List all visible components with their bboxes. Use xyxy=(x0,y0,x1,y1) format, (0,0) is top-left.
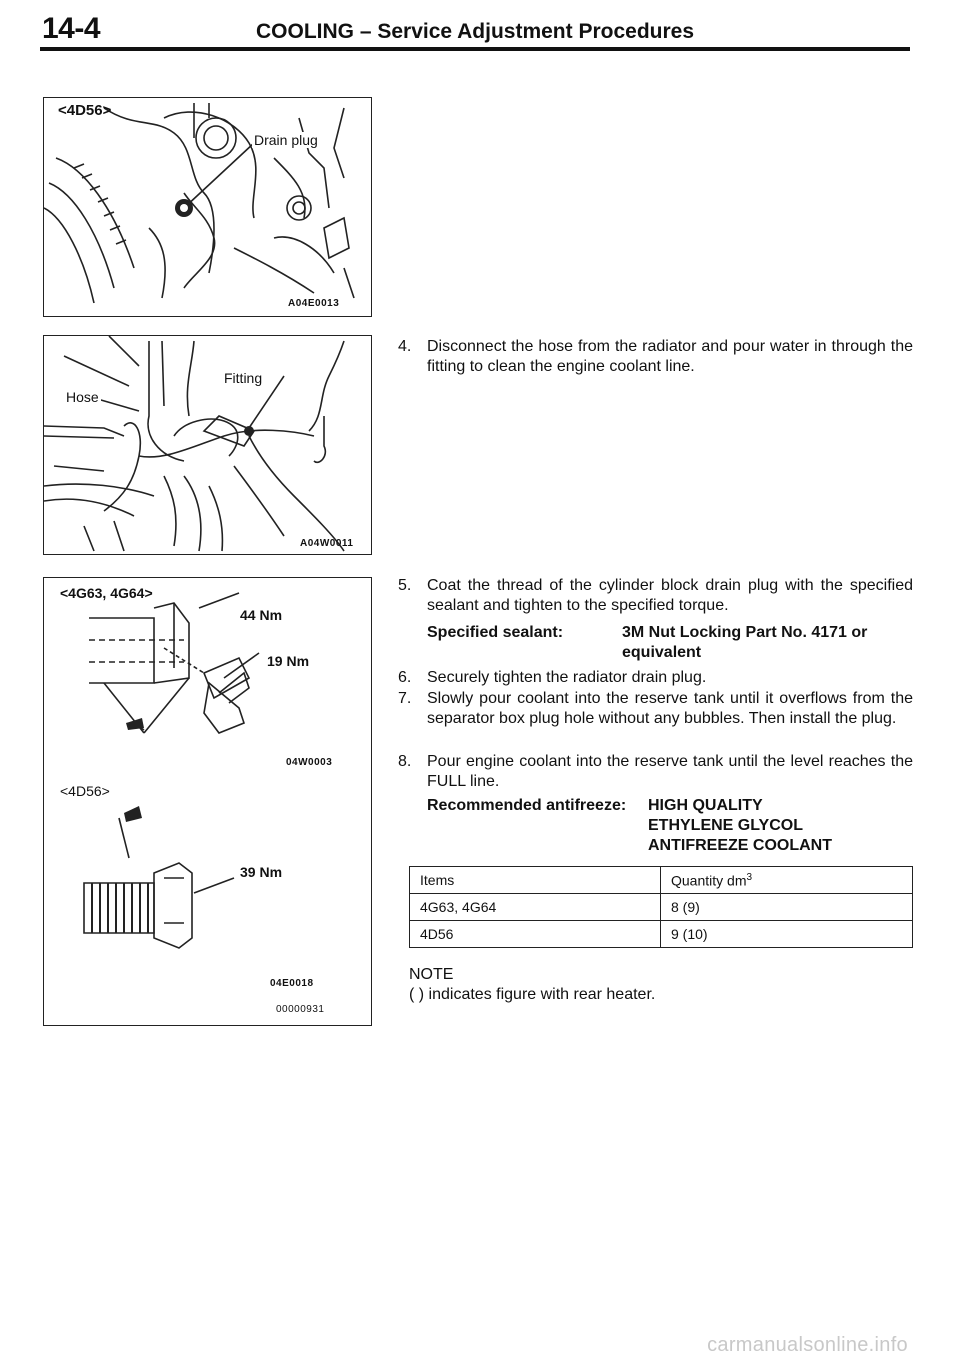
step-text: Pour engine coolant into the reserve tank until the level reaches the FULL line. xyxy=(427,753,913,790)
step-text: Coat the thread of the cylinder block drain plug with the specified sealant and tighten to the specified torque. xyxy=(427,577,913,614)
table-header-quantity: Quantity $dm^3$ xyxy=(661,867,913,894)
antifreeze-label: Recommended antifreeze: xyxy=(427,797,627,814)
step-7 xyxy=(398,689,913,751)
sealant-label: Specified sealant: xyxy=(427,624,564,641)
sealant-value-1: 3M Nut Locking Part No. 4171 or xyxy=(622,624,868,641)
antifreeze-value-2: ETHYLENE GLYCOL xyxy=(648,817,803,834)
torque-44nm: 44 Nm xyxy=(240,607,283,623)
figure-code: 04E0018 xyxy=(270,978,314,989)
engine-label-4d56: <4D56> xyxy=(60,783,110,799)
step-4 xyxy=(398,337,913,379)
table-row xyxy=(410,921,913,948)
table-row xyxy=(410,894,913,921)
engine-label-4d56: <4D56> xyxy=(58,102,112,119)
table-header-items: Items xyxy=(410,867,661,894)
page-code: 00000931 xyxy=(276,1004,325,1015)
step-text: Disconnect the hose from the radiator and pour water in through the fitting to clean the engine coolant line. xyxy=(427,338,913,375)
note-title: NOTE xyxy=(409,966,454,983)
figure-code: A04W0011 xyxy=(300,538,354,549)
header-rule xyxy=(40,47,910,51)
step-text: Securely tighten the radiator drain plug. xyxy=(427,669,707,686)
sealant-value-2: equivalent xyxy=(622,644,702,661)
table-cell: 8 (9) xyxy=(661,894,913,921)
watermark: carmanualsonline.info xyxy=(707,1334,908,1356)
step-number: 7. xyxy=(398,690,412,707)
step-8 xyxy=(398,752,913,794)
coolant-quantity-table xyxy=(409,866,913,948)
callout-fitting: Fitting xyxy=(224,370,263,386)
torque-39nm: 39 Nm xyxy=(240,864,283,880)
callout-drain-plug: Drain plug xyxy=(254,132,318,148)
page-title: COOLING – Service Adjustment Procedures xyxy=(256,20,695,43)
step-number: 5. xyxy=(398,577,412,594)
figure-drain-plug xyxy=(43,97,372,317)
table-cell: 4D56 xyxy=(410,921,661,948)
figure-code: 04W0003 xyxy=(286,757,333,768)
figure-torque-specs xyxy=(43,577,372,1026)
engine-label-4g63-4g64: <4G63, 4G64> xyxy=(60,585,153,601)
antifreeze-value-3: ANTIFREEZE COOLANT xyxy=(648,837,832,854)
torque-19nm: 19 Nm xyxy=(267,653,310,669)
step-number: 6. xyxy=(398,669,412,686)
torque-illustration xyxy=(44,578,371,1025)
figure-code: A04E0013 xyxy=(288,298,340,309)
table-header-row xyxy=(410,867,913,894)
drain-plug-illustration xyxy=(44,98,371,316)
callout-hose: Hose xyxy=(66,389,99,405)
table-cell: 4G63, 4G64 xyxy=(410,894,661,921)
antifreeze-value-1: HIGH QUALITY xyxy=(648,797,763,814)
page-number: 14-4 xyxy=(42,12,101,45)
table-cell: 9 (10) xyxy=(661,921,913,948)
step-6 xyxy=(398,668,913,688)
step-text: Slowly pour coolant into the reserve tank until it overflows from the separator box plug hole without any bubbles. Then install the plug. xyxy=(427,690,913,727)
step-5 xyxy=(398,576,913,618)
hose-fitting-illustration xyxy=(44,336,371,554)
figure-hose-fitting xyxy=(43,335,372,555)
step-number: 8. xyxy=(398,753,412,770)
step-number: 4. xyxy=(398,338,412,355)
note-text: ( ) indicates figure with rear heater. xyxy=(409,986,656,1003)
